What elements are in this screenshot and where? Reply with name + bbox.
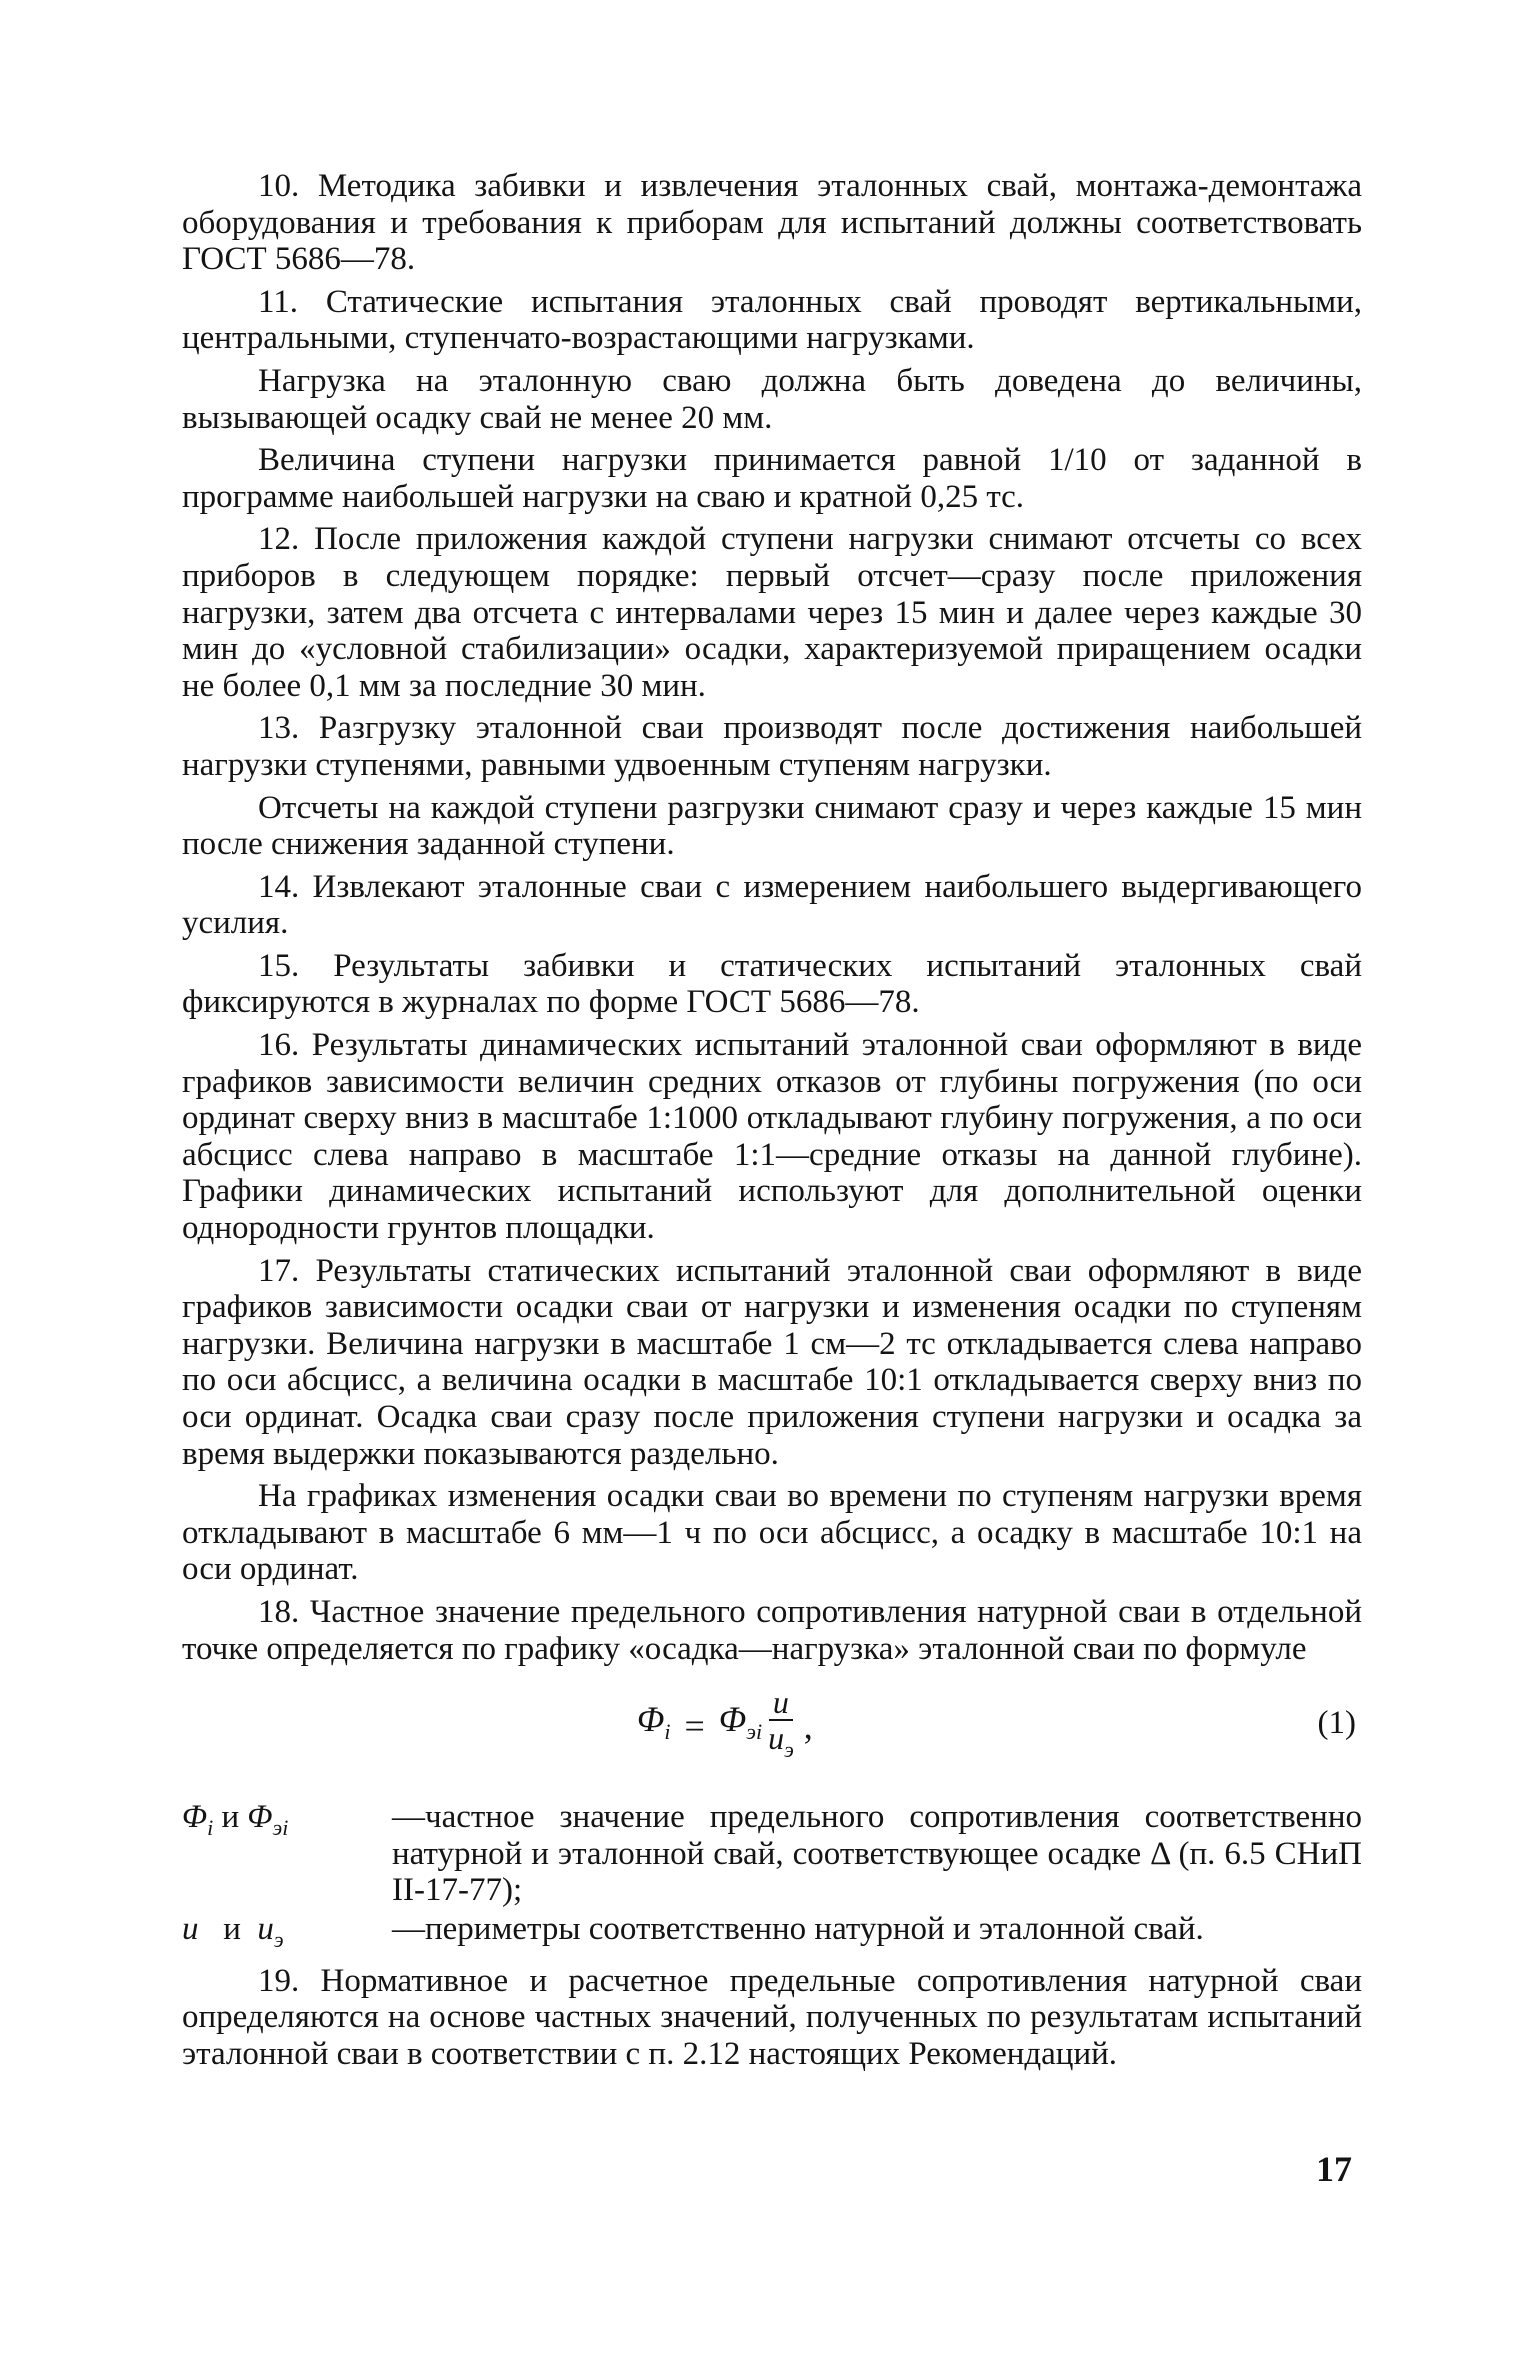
definition-text: —частное значение предельного сопротивления соответственно натурной и эталонной свай, соответствующее осадке Δ (п. 6.5 СНиП II-17-77);	[392, 1799, 1362, 1909]
formula-block	[182, 1675, 1362, 1795]
definition-perimeter	[182, 1911, 1362, 1959]
paragraph-13: 13. Разгрузку эталонной сваи производят после достижения наибольшей нагрузки ступенями, равными удвоенным ступеням нагрузки.	[182, 710, 1362, 783]
paragraph-13-readings: Отсчеты на каждой ступени разгрузки снимают сразу и через каждые 15 мин после снижения заданной ступени.	[182, 789, 1362, 863]
formula-fraction	[764, 1685, 798, 1767]
formula-numerator: u	[769, 1685, 793, 1721]
paragraph-16: 16. Результаты динамических испытаний эталонной сваи оформляют в виде графиков зависимости величин средних отказов от глубины погружения (по оси ординат сверху вниз в масштабе 1:1000 откладывают глубину погружения, а по оси абсцисс слева направо в масштабе 1:1—средние отказы на данной глубине). Графики динамических испытаний используют для дополнительной оценки однородности грунтов площадки.	[182, 1027, 1362, 1247]
paragraph-18: 18. Частное значение предельного сопротивления натурной сваи в отдельной точке определяется по графику «осадка—нагрузка» эталонной сваи по формуле	[182, 1593, 1362, 1667]
definition-phi	[182, 1799, 1362, 1909]
page-number: 17	[1316, 2149, 1352, 2189]
paragraph-10: 10. Методика забивки и извлечения эталонных свай, монтажа-демонтажа оборудования и требования к приборам для испытаний должны соответствовать ГОСТ 5686—78.	[182, 168, 1362, 278]
formula-equals: =	[684, 1705, 705, 1746]
document-page	[182, 168, 1362, 2078]
paragraph-15: 15. Результаты забивки и статических испытаний эталонных свай фиксируются в журналах по форме ГОСТ 5686—78.	[182, 947, 1362, 1021]
paragraph-11-load: Нагрузка на эталонную сваю должна быть доведена до величины, вызывающей осадку свай не менее 20 мм.	[182, 362, 1362, 436]
formula-rhs: $\Phi_{эi}$	[718, 1699, 763, 1745]
definition-symbols: $\Phi_i$ и $\Phi_{эi}$	[182, 1799, 289, 1841]
formula-1	[637, 1685, 813, 1767]
definition-symbols: u и $u_э$	[182, 1910, 284, 1952]
paragraph-14: 14. Извлекают эталонные сваи с измерением наибольшего выдергивающего усилия.	[182, 868, 1362, 942]
paragraph-11: 11. Статические испытания эталонных свай проводят вертикальными, центральными, ступенчато-возрастающими нагрузками.	[182, 283, 1362, 357]
paragraph-12: 12. После приложения каждой ступени нагрузки снимают отсчеты со всех приборов в следующем порядке: первый отсчет—сразу после приложения нагрузки, затем два отсчета с интервалами через 15 мин и далее через каждые 30 мин до «условной стабилизации» осадки, характеризуемой приращением осадки не более 0,1 мм за последние 30 мин.	[182, 521, 1362, 704]
equation-number: (1)	[1317, 1705, 1356, 1742]
paragraph-17: 17. Результаты статических испытаний эталонной сваи оформляют в виде графиков зависимости осадки сваи от нагрузки и изменения осадки по ступеням нагрузки. Величина нагрузки в масштабе 1 см—2 тс откладывается слева направо по оси абсцисс, а величина осадки в масштабе 10:1 откладывается сверху вниз по оси ординат. Осадка сваи сразу после приложения ступени нагрузки и осадка за время выдержки показываются раздельно.	[182, 1252, 1362, 1472]
formula-comma: ,	[803, 1705, 813, 1746]
formula-denominator: $u_э$	[768, 1720, 794, 1763]
definition-text: —периметры соответственно натурной и эталонной свай.	[392, 1910, 1204, 1947]
paragraph-19: 19. Нормативное и расчетное предельные сопротивления натурной сваи определяются на основе частных значений, полученных по результатам испытаний эталонной сваи в соответствии с п. 2.12 настоящих Рекомендаций.	[182, 1962, 1362, 2072]
paragraph-11-step: Величина ступени нагрузки принимается равной 1/10 от заданной в программе наибольшей нагрузки на сваю и кратной 0,25 тс.	[182, 442, 1362, 515]
formula-lhs: $\Phi_i$	[637, 1699, 671, 1745]
paragraph-17-graphs: На графиках изменения осадки сваи во времени по ступеням нагрузки время откладывают в масштабе 6 мм—1 ч по оси абсцисс, а осадку в масштабе 10:1 на оси ординат.	[182, 1478, 1362, 1588]
